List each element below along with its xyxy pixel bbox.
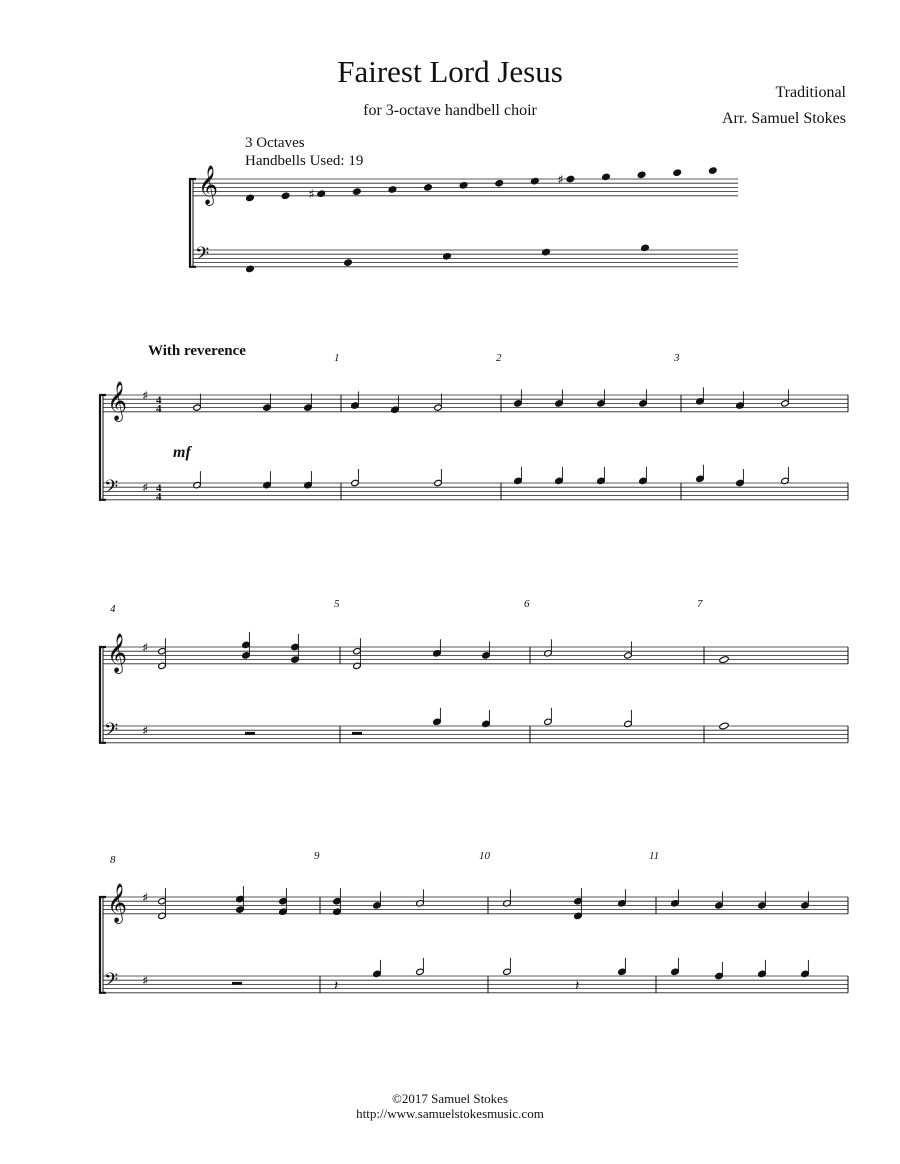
measure-number: 6	[524, 598, 530, 610]
time-signature: 4	[156, 491, 162, 503]
bass-clef-icon: 𝄢	[104, 477, 119, 502]
tempo-marking: With reverence	[148, 343, 246, 359]
note-head	[495, 180, 504, 187]
note-head	[246, 265, 255, 272]
note-head	[641, 244, 650, 251]
treble-clef-icon: 𝄞	[107, 381, 128, 421]
note-head	[424, 184, 433, 191]
note-head	[673, 169, 682, 176]
bass-clef-icon: 𝄢	[195, 244, 210, 269]
quarter-rest: 𝄽	[334, 978, 339, 994]
measure-number: 7	[697, 598, 703, 610]
measure-number: 5	[334, 598, 340, 610]
measure-number: 8	[110, 854, 116, 866]
octaves-label: 3 Octaves	[245, 135, 305, 151]
key-signature-sharp: ♯	[142, 389, 149, 404]
measure-number: 11	[649, 850, 660, 862]
measure-number: 4	[110, 603, 116, 615]
composer-credit: Traditional	[775, 84, 846, 101]
note-head	[246, 194, 255, 201]
sharp-icon: ♯	[557, 173, 564, 188]
note-head	[719, 722, 729, 730]
bass-clef-icon: 𝄢	[104, 720, 119, 745]
dynamic-marking: mf	[173, 444, 191, 461]
copyright-text: ©2017 Samuel Stokes	[391, 1091, 509, 1106]
page-title: Fairest Lord Jesus	[337, 54, 563, 89]
website-url: http://www.samuelstokesmusic.com	[356, 1106, 544, 1121]
measure-number: 1	[334, 352, 340, 364]
page-footer	[0, 1091, 900, 1121]
page-subtitle: for 3-octave handbell choir	[363, 102, 537, 119]
bells-used-label: Handbells Used: 19	[245, 153, 364, 169]
half-rest	[245, 732, 255, 735]
note-head	[709, 167, 718, 174]
note-head	[388, 186, 397, 193]
measure-number: 2	[496, 352, 502, 364]
note-head	[542, 248, 551, 255]
note-head	[344, 259, 353, 266]
sharp-icon: ♯	[308, 187, 315, 203]
key-signature-sharp: ♯	[142, 891, 149, 906]
note-head	[531, 177, 540, 184]
half-rest	[232, 982, 242, 985]
time-signature: 4	[156, 394, 162, 407]
note-head	[602, 173, 611, 180]
measure-number: 10	[479, 850, 490, 862]
key-signature-sharp: ♯	[142, 724, 149, 740]
note-head	[281, 192, 290, 199]
measure-number: 9	[314, 850, 320, 862]
bass-clef-icon: 𝄢	[104, 970, 119, 995]
measure-number: 3	[674, 352, 680, 364]
key-signature-sharp: ♯	[142, 974, 149, 990]
note-head	[443, 253, 452, 260]
key-signature-sharp: ♯	[142, 641, 149, 656]
note-head	[317, 190, 326, 197]
key-signature-sharp: ♯	[142, 481, 149, 497]
time-signature: 4	[156, 482, 162, 495]
treble-clef-icon: 𝄞	[107, 633, 128, 673]
note-head	[353, 188, 362, 195]
note-head	[459, 182, 468, 189]
quarter-rest: 𝄽	[575, 978, 580, 994]
note-head	[566, 175, 575, 182]
half-rest	[352, 732, 362, 735]
treble-clef-icon: 𝄞	[198, 165, 219, 205]
arranger-credit: Arr. Samuel Stokes	[722, 110, 846, 127]
time-signature: 4	[156, 403, 162, 415]
note-head	[719, 656, 729, 664]
treble-clef-icon: 𝄞	[107, 883, 128, 923]
note-head	[637, 171, 646, 178]
